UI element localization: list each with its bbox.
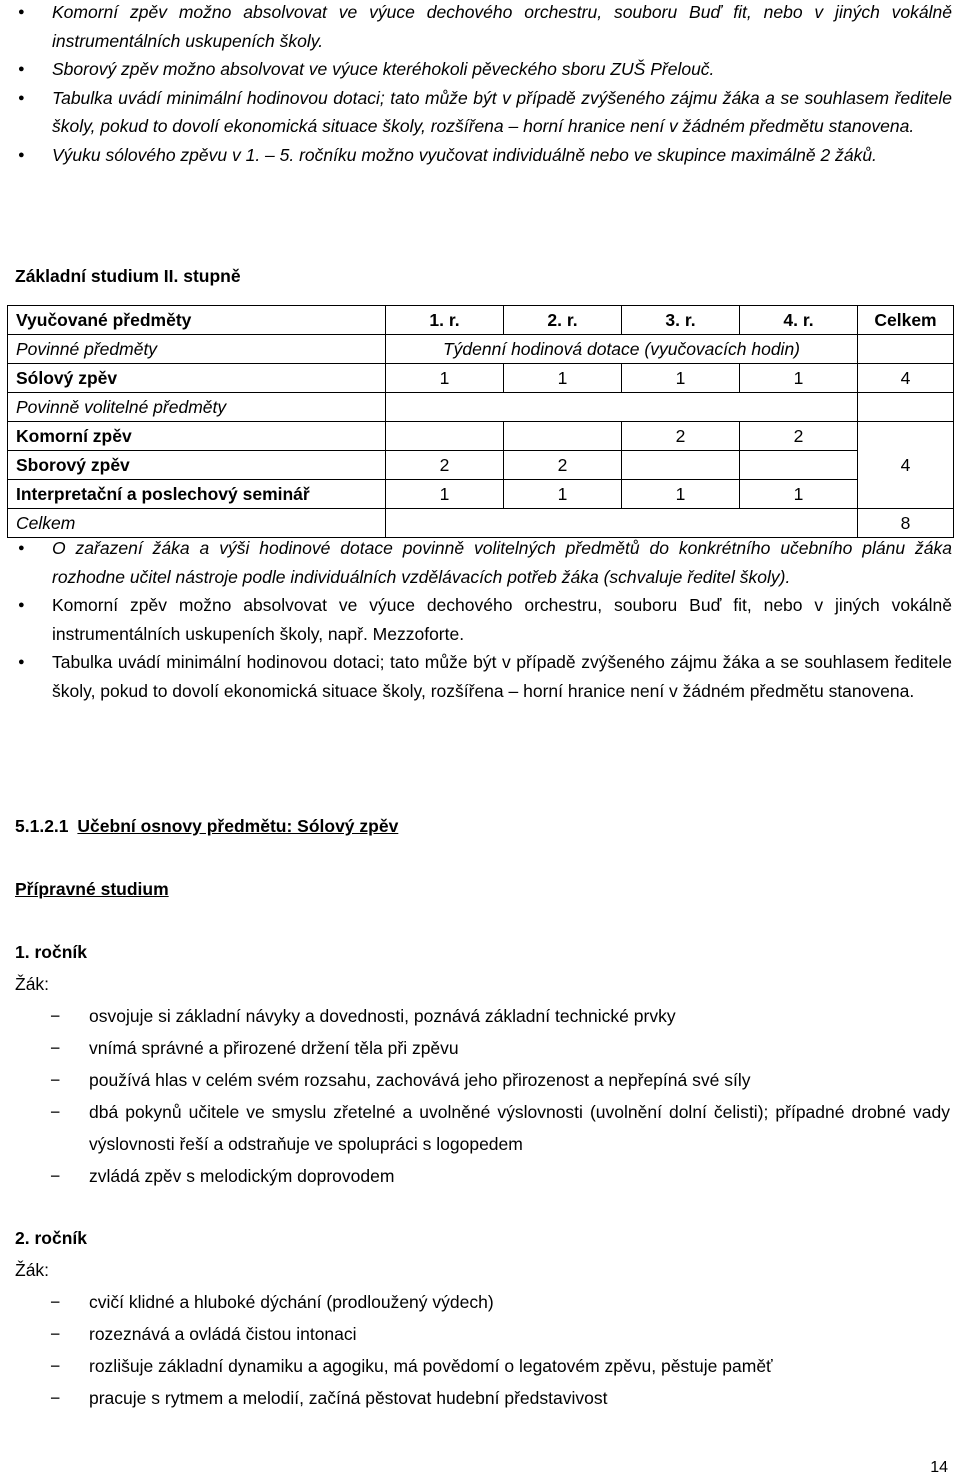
table-row: [8, 480, 954, 509]
weekly-hours-label: Týdenní hodinová dotace (vyučovacích hodin): [386, 335, 858, 364]
list-item: − vnímá správné a přirozené držení těla při zpěvu: [0, 1032, 960, 1064]
table-row: [8, 364, 954, 393]
year2-goals-list: [0, 1286, 960, 1414]
note-item: ● Komorní zpěv možno absolvovat ve výuce dechového orchestru, souboru Buď fit, nebo v jiných vokálně instrumentálních uskupeních školy.: [0, 0, 960, 55]
hours-cell: 1: [504, 480, 622, 509]
subject-name: Komorní zpěv: [8, 422, 386, 451]
notes-list-top: [0, 0, 960, 169]
header-cell: 2. r.: [504, 306, 622, 335]
note-item: ● Výuku sólového zpěvu v 1. – 5. ročníku možno vyučovat individuálně nebo ve skupince maximálně 2 žáků.: [0, 141, 960, 170]
note-item: ● O zařazení žáka a výši hodinové dotace povinně volitelných předmětů do konkrétního učebního plánu žáka rozhodne učitel nástroje podle individuálních vzdělávacích potřeb žáka (schvaluje ředitel školy).: [0, 534, 960, 591]
year1-goals-list: [0, 1000, 960, 1192]
year2-pupil-label: Žák:: [15, 1260, 50, 1280]
note-item: ● Sborový zpěv možno absolvovat ve výuce kteréhokoli pěveckého sboru ZUŠ Přelouč.: [0, 55, 960, 84]
chapter-number: 5.1.2.1: [15, 816, 69, 836]
chapter-title: Učební osnovy předmětu: Sólový zpěv: [77, 816, 399, 836]
hours-cell: [504, 422, 622, 451]
header-cell: 4. r.: [740, 306, 858, 335]
empty-cell: [386, 393, 858, 422]
section-heading: Základní studium II. stupně: [15, 266, 241, 286]
hours-cell: 2: [622, 422, 740, 451]
note-item: ● Tabulka uvádí minimální hodinovou dotaci; tato může být v případě zvýšeného zájmu žáka a se souhlasem ředitele školy, pokud to dovolí ekonomická situace školy, rozšířena – horní hranice není v žádném předmětu stanovena.: [0, 648, 960, 705]
hours-cell: 1: [386, 480, 504, 509]
subject-name: Sborový zpěv: [8, 451, 386, 480]
subject-name: Sólový zpěv: [8, 364, 386, 393]
table-row: [8, 451, 954, 480]
list-item: − používá hlas v celém svém rozsahu, zachovává jeho přirozenost a nepřepíná své síly: [0, 1064, 960, 1096]
list-item: − osvojuje si základní návyky a dovednosti, poznává základní technické prvky: [0, 1000, 960, 1032]
list-item: − dbá pokynů učitele ve smyslu zřetelné a uvolněné výslovnosti (uvolnění dolní čelisti); případné drobné vady výslovnosti řeší a odstraňuje ve spolupráci s logopedem: [0, 1096, 960, 1160]
hours-cell: 2: [386, 451, 504, 480]
total-cell: 4: [858, 364, 954, 393]
note-item: ● Tabulka uvádí minimální hodinovou dotaci; tato může být v případě zvýšeného zájmu žáka a se souhlasem ředitele školy, pokud to dovolí ekonomická situace školy, rozšířena – horní hranice není v žádném předmětu stanovena.: [0, 84, 960, 141]
subject-name: Interpretační a poslechový seminář: [8, 480, 386, 509]
header-cell: Vyučované předměty: [8, 306, 386, 335]
table-row: [8, 335, 954, 364]
note-item: ● Komorní zpěv možno absolvovat ve výuce dechového orchestru, souboru Buď fit, nebo v jiných vokálně instrumentálních uskupeních školy, např. Mezzoforte.: [0, 591, 960, 648]
hours-cell: 1: [622, 480, 740, 509]
hours-cell: 2: [504, 451, 622, 480]
table-row: [8, 422, 954, 451]
total-cell: 4: [858, 422, 954, 509]
list-item: − rozlišuje základní dynamiku a agogiku, má povědomí o legatovém zpěvu, pěstuje paměť: [0, 1350, 960, 1382]
hours-cell: 2: [740, 422, 858, 451]
mandatory-label: Povinné předměty: [8, 335, 386, 364]
year1-pupil-label: Žák:: [15, 974, 50, 994]
hours-cell: 1: [740, 364, 858, 393]
list-item: − zvládá zpěv s melodickým doprovodem: [0, 1160, 960, 1192]
hours-cell: [622, 451, 740, 480]
year2-title: 2. ročník: [15, 1228, 87, 1248]
hours-cell: 1: [386, 364, 504, 393]
header-cell: 1. r.: [386, 306, 504, 335]
chapter-heading: [15, 812, 398, 841]
list-item: − pracuje s rytmem a melodií, začíná pěstovat hudební představivost: [0, 1382, 960, 1414]
empty-cell: [858, 335, 954, 364]
hours-cell: 1: [740, 480, 858, 509]
hours-cell: [386, 422, 504, 451]
hours-cell: [740, 451, 858, 480]
table-header-row: [8, 306, 954, 335]
empty-cell: [858, 393, 954, 422]
header-cell: Celkem: [858, 306, 954, 335]
list-item: − rozeznává a ovládá čistou intonaci: [0, 1318, 960, 1350]
list-item: − cvičí klidné a hluboké dýchání (prodloužený výdech): [0, 1286, 960, 1318]
grand-total-cell: 8: [858, 509, 954, 538]
table-row: [8, 393, 954, 422]
notes-list-bottom: [0, 534, 960, 705]
year1-title: 1. ročník: [15, 942, 87, 962]
total-label: Celkem: [8, 509, 386, 538]
prep-study-heading: Přípravné studium: [15, 879, 169, 899]
header-cell: 3. r.: [622, 306, 740, 335]
page-number: 14: [930, 1459, 948, 1476]
hours-cell: 1: [504, 364, 622, 393]
hours-cell: 1: [622, 364, 740, 393]
elective-label: Povinně volitelné předměty: [8, 393, 386, 422]
curriculum-table: [7, 305, 954, 538]
